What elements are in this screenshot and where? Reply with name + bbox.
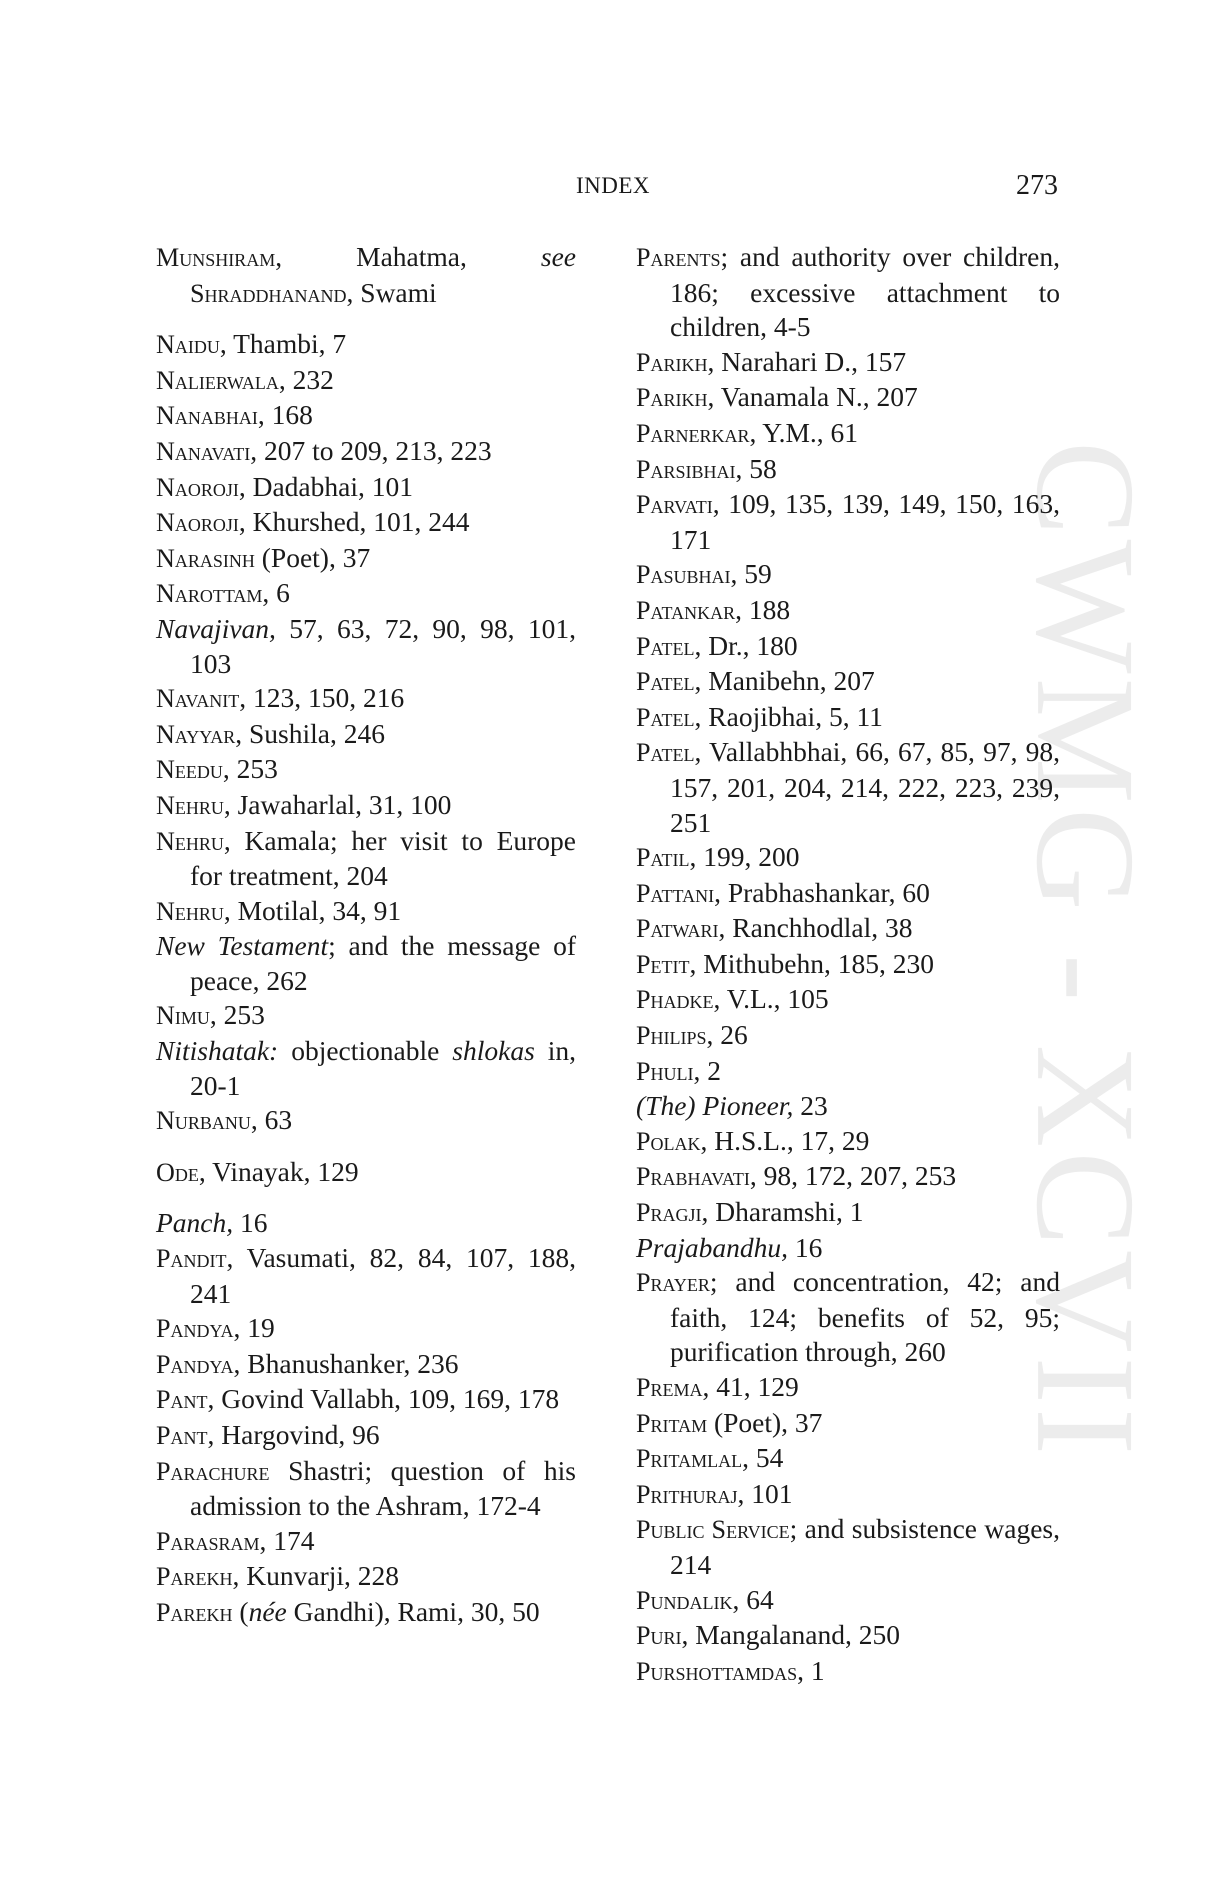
- index-entry: [636, 1441, 1060, 1477]
- entry-text: , Y.M., 61: [749, 416, 859, 448]
- entry-text: ; and concentration, 42; and faith, 124; benefits of 52, 95; purification through, 260: [670, 1266, 1060, 1368]
- entry-italic-text: (The) Pioneer,: [636, 1090, 794, 1122]
- index-entry: [636, 1159, 1060, 1195]
- entry-text: , Mangalanand, 250: [681, 1619, 900, 1651]
- entry-text: , 232: [278, 363, 334, 395]
- entry-text: , Jawaharlal, 31, 100: [223, 788, 452, 820]
- entry-heading: Phadke: [636, 985, 714, 1015]
- entry-text: , Vallabhbhai, 66, 67, 85, 97, 98, 157, 201, 204, 214, 222, 223, 239, 251: [670, 736, 1060, 838]
- entry-text: (Poet), 37: [707, 1406, 823, 1438]
- index-entry: [636, 1512, 1060, 1582]
- entry-heading: Parasram: [156, 1526, 260, 1556]
- index-entry: [636, 416, 1060, 452]
- entry-text: 16: [788, 1231, 823, 1263]
- entry-heading: Nayyar: [156, 719, 236, 749]
- index-entry: [156, 1595, 576, 1631]
- entry-text: 23: [793, 1090, 828, 1122]
- entry-heading: Public Service: [636, 1515, 790, 1545]
- entry-text: , Motilal, 34, 91: [223, 894, 402, 926]
- index-entry: [156, 717, 576, 753]
- entry-heading: Parnerkar: [636, 418, 750, 448]
- entry-italic-text: Nitishatak:: [156, 1035, 279, 1067]
- entry-text: , 19: [233, 1312, 275, 1344]
- entry-text: , Kunvarji, 228: [232, 1560, 400, 1592]
- entry-heading: Patil: [636, 843, 690, 873]
- entry-heading: Nehru: [156, 790, 224, 820]
- entry-heading: Parekh: [156, 1597, 233, 1627]
- index-entry: [156, 1559, 576, 1595]
- index-entry: [156, 1155, 576, 1191]
- index-entry: [636, 380, 1060, 416]
- index-entry: [636, 1654, 1060, 1690]
- entry-text: , Dr., 180: [694, 629, 798, 661]
- entry-heading: Nurbanu: [156, 1106, 251, 1136]
- entry-text: ; and authority over children, 186; excessive attachment to children, 4-5: [670, 241, 1060, 343]
- entry-heading: Nanabhai: [156, 401, 258, 431]
- entry-heading: Parekh: [156, 1562, 233, 1592]
- entry-text: , Hargovind, 96: [207, 1419, 380, 1450]
- index-entry: [636, 487, 1060, 557]
- index-entry: [156, 752, 576, 788]
- entry-text: , Mithubehn, 185, 230: [689, 947, 934, 979]
- index-entry: [636, 947, 1060, 983]
- entry-text: , 64: [732, 1583, 774, 1615]
- entry-italic-text: née: [248, 1595, 287, 1627]
- entry-text: 16: [233, 1207, 268, 1239]
- entry-text: , 59: [730, 558, 772, 590]
- entry-text: , 253: [209, 999, 265, 1031]
- index-entry: [636, 982, 1060, 1018]
- entry-heading: Naoroji: [156, 472, 239, 502]
- entry-text: , Narahari D., 157: [707, 345, 907, 377]
- index-entry: [156, 327, 576, 363]
- index-entry: [156, 434, 576, 470]
- index-entry: [156, 1034, 576, 1103]
- entry-text: , 123, 150, 216: [239, 682, 405, 714]
- index-entry: [636, 664, 1060, 700]
- entry-text: , 2: [693, 1054, 722, 1086]
- entry-heading: Munshiram: [156, 243, 276, 272]
- entry-text: , Ranchhodlal, 38: [718, 912, 913, 944]
- index-entry: [636, 876, 1060, 912]
- entry-text: , Khurshed, 101, 244: [238, 506, 470, 538]
- index-entry: [636, 1231, 1060, 1266]
- entry-heading: Parents: [636, 243, 721, 272]
- entry-heading: Navanit: [156, 684, 240, 714]
- entry-heading: Purshottamdas: [636, 1656, 798, 1686]
- entry-text: , 109, 135, 139, 149, 150, 163, 171: [670, 488, 1060, 555]
- entry-text: ; and the message of peace, 262: [190, 930, 577, 996]
- index-column-right: [636, 240, 1060, 1689]
- entry-text: , Vasumati, 82, 84, 107, 188, 241: [190, 1242, 576, 1309]
- section-gap: [156, 311, 576, 327]
- entry-heading: Phuli: [636, 1056, 694, 1086]
- index-entry: [156, 576, 576, 612]
- entry-heading: Narottam: [156, 579, 263, 609]
- entry-text: , Sushila, 246: [235, 717, 385, 749]
- index-entry: [636, 1477, 1060, 1513]
- index-entry: [156, 788, 576, 824]
- entry-heading: Prayer: [636, 1268, 710, 1298]
- entry-heading: Pandya: [156, 1314, 234, 1344]
- entry-text: (: [232, 1595, 249, 1627]
- index-entry: [156, 1241, 576, 1311]
- entry-text: , 253: [222, 753, 278, 785]
- index-entry: [156, 240, 576, 311]
- entry-text: 57, 63, 72, 90, 98, 101, 103: [190, 612, 576, 679]
- entry-italic-text: Navajivan,: [156, 612, 276, 644]
- page-number: 273: [1016, 170, 1058, 201]
- entry-heading: Pragji: [636, 1198, 702, 1228]
- watermark-text: CWMG - XCVII: [1007, 440, 1165, 1460]
- entry-heading: Pattani: [636, 878, 715, 908]
- entry-text: , 26: [706, 1019, 748, 1051]
- entry-text: , 199, 200: [689, 841, 800, 873]
- entry-heading: Philips: [636, 1021, 707, 1051]
- index-entry: [636, 735, 1060, 840]
- entry-heading: Prabhavati: [636, 1162, 750, 1192]
- index-entry: [156, 505, 576, 541]
- entry-heading: Pant: [156, 1385, 208, 1415]
- index-entry: [636, 1124, 1060, 1160]
- index-entry: [156, 612, 576, 681]
- entry-text: , V.L., 105: [713, 983, 829, 1015]
- entry-heading: Naidu: [156, 330, 220, 360]
- index-entry: [636, 1054, 1060, 1090]
- entry-heading: Parsibhai: [636, 454, 736, 484]
- entry-heading: Patwari: [636, 914, 719, 944]
- index-entry: [156, 363, 576, 399]
- entry-heading: Petit: [636, 949, 690, 979]
- entry-italic-text: New Testament: [156, 930, 329, 962]
- index-entry: [636, 345, 1060, 381]
- index-entry: [636, 593, 1060, 629]
- entry-text: Shastri; question of his admission to the Ashram, 172-4: [190, 1454, 576, 1522]
- entry-text: , 63: [250, 1104, 293, 1136]
- entry-heading: Puri: [636, 1621, 682, 1651]
- running-header-title: INDEX: [576, 173, 651, 198]
- entry-text: (Poet), 37: [254, 541, 371, 573]
- entry-text: , Swami: [346, 276, 437, 308]
- entry-heading: Pandit: [156, 1244, 227, 1274]
- index-entry: [636, 911, 1060, 947]
- entry-text: , 168: [257, 399, 313, 431]
- entry-text: , Dharamshi, 1: [701, 1196, 864, 1228]
- index-entry: [156, 1311, 576, 1347]
- entry-heading: Pandya: [156, 1349, 234, 1379]
- entry-heading: Parikh: [636, 347, 708, 377]
- index-entry: [636, 1195, 1060, 1231]
- index-entry: [156, 1418, 576, 1454]
- entry-text: , 58: [735, 452, 777, 484]
- entry-text: , Mahatma,: [275, 241, 541, 272]
- index-entry: [156, 998, 576, 1034]
- index-entry: [156, 541, 576, 577]
- entry-text: , Vinayak, 129: [198, 1155, 359, 1187]
- index-entry: [156, 929, 576, 998]
- entry-text: , Govind Vallabh, 109, 169, 178: [207, 1383, 560, 1415]
- entry-heading: Pritam: [636, 1408, 708, 1438]
- index-entry: [156, 1382, 576, 1418]
- entry-heading: Polak: [636, 1126, 701, 1156]
- index-entry: [156, 1454, 576, 1524]
- entry-heading: Pritamlal: [636, 1444, 743, 1474]
- entry-text: in, 20-1: [190, 1035, 576, 1101]
- index-entry: [636, 1089, 1060, 1124]
- entry-heading: Nehru: [156, 896, 224, 926]
- entry-heading: Nalierwala: [156, 365, 279, 395]
- index-entry: [156, 1347, 576, 1383]
- entry-heading: Patel: [636, 702, 695, 732]
- entry-heading: Parvati: [636, 490, 713, 520]
- entry-heading: Nimu: [156, 1001, 210, 1031]
- entry-italic-text: Prajabandhu,: [636, 1231, 789, 1263]
- index-entry: [156, 1206, 576, 1241]
- entry-text: , Bhanushanker, 236: [233, 1347, 459, 1379]
- entry-italic-text: see: [540, 241, 576, 272]
- index-entry: [636, 629, 1060, 665]
- entry-heading: Needu: [156, 755, 223, 785]
- index-entry: [636, 1265, 1060, 1370]
- entry-heading: Nehru: [156, 826, 224, 856]
- entry-heading: Pasubhai: [636, 560, 731, 590]
- entry-text: , Raojibhai, 5, 11: [694, 700, 883, 732]
- entry-text: Gandhi), Rami, 30, 50: [286, 1595, 540, 1627]
- index-entry: [636, 1583, 1060, 1619]
- entry-heading: Nanavati: [156, 436, 251, 466]
- index-entry: [636, 1618, 1060, 1654]
- entry-text: , 41, 129: [702, 1371, 799, 1402]
- entry-text: , 54: [742, 1442, 784, 1474]
- entry-text: , 101: [737, 1477, 793, 1509]
- entry-text: ; and subsistence wages, 214: [670, 1513, 1060, 1580]
- index-entry: [156, 824, 576, 894]
- index-entry: [156, 894, 576, 930]
- entry-heading: Patel: [636, 631, 695, 661]
- entry-text: objectionable: [278, 1035, 453, 1067]
- entry-heading: Pundalik: [636, 1585, 733, 1615]
- entry-text: , Kamala; her visit to Europe for treatment, 204: [190, 824, 576, 892]
- index-entry: [636, 840, 1060, 876]
- entry-heading: Patankar: [636, 595, 736, 625]
- entry-heading: Naoroji: [156, 508, 239, 538]
- index-entry: [156, 398, 576, 434]
- entry-heading: Pant: [156, 1421, 208, 1450]
- entry-text: , 174: [259, 1524, 315, 1556]
- entry-italic-text: shlokas: [452, 1035, 535, 1067]
- entry-text: , 188: [735, 593, 791, 625]
- entry-text: , Dadabhai, 101: [238, 470, 413, 502]
- index-entry: [156, 1103, 576, 1139]
- section-gap: [156, 1190, 576, 1206]
- section-gap: [156, 1139, 576, 1155]
- entry-heading: Shraddhanand: [190, 278, 347, 308]
- entry-text: , H.S.L., 17, 29: [700, 1124, 870, 1156]
- entry-italic-text: Panch,: [156, 1207, 234, 1239]
- index-entry: [636, 1406, 1060, 1442]
- entry-text: , Vanamala N., 207: [707, 381, 918, 413]
- entry-heading: Parachure: [156, 1456, 270, 1486]
- entry-text: , Thambi, 7: [219, 328, 347, 360]
- entry-heading: Patel: [636, 667, 695, 697]
- entry-heading: Ode: [156, 1157, 199, 1187]
- index-entry: [636, 240, 1060, 345]
- index-entry: [636, 557, 1060, 593]
- entry-text: , 98, 172, 207, 253: [749, 1160, 957, 1192]
- entry-heading: Prithuraj: [636, 1479, 738, 1509]
- index-entry: [636, 700, 1060, 736]
- index-entry: [636, 1370, 1060, 1406]
- entry-text: , 6: [262, 577, 290, 609]
- index-column-left: [156, 240, 576, 1631]
- entry-text: , Manibehn, 207: [694, 665, 875, 697]
- entry-text: , 1: [797, 1654, 825, 1686]
- entry-heading: Parikh: [636, 383, 708, 413]
- index-entry: [636, 1018, 1060, 1054]
- index-entry: [156, 1524, 576, 1560]
- entry-text: , Prabhashankar, 60: [714, 876, 930, 908]
- entry-heading: Prema: [636, 1373, 703, 1402]
- entry-heading: Narasinh: [156, 543, 255, 573]
- index-entry: [156, 470, 576, 506]
- entry-heading: Patel: [636, 738, 695, 768]
- entry-text: , 207 to 209, 213, 223: [250, 434, 492, 466]
- index-entry: [156, 681, 576, 717]
- index-entry: [636, 452, 1060, 488]
